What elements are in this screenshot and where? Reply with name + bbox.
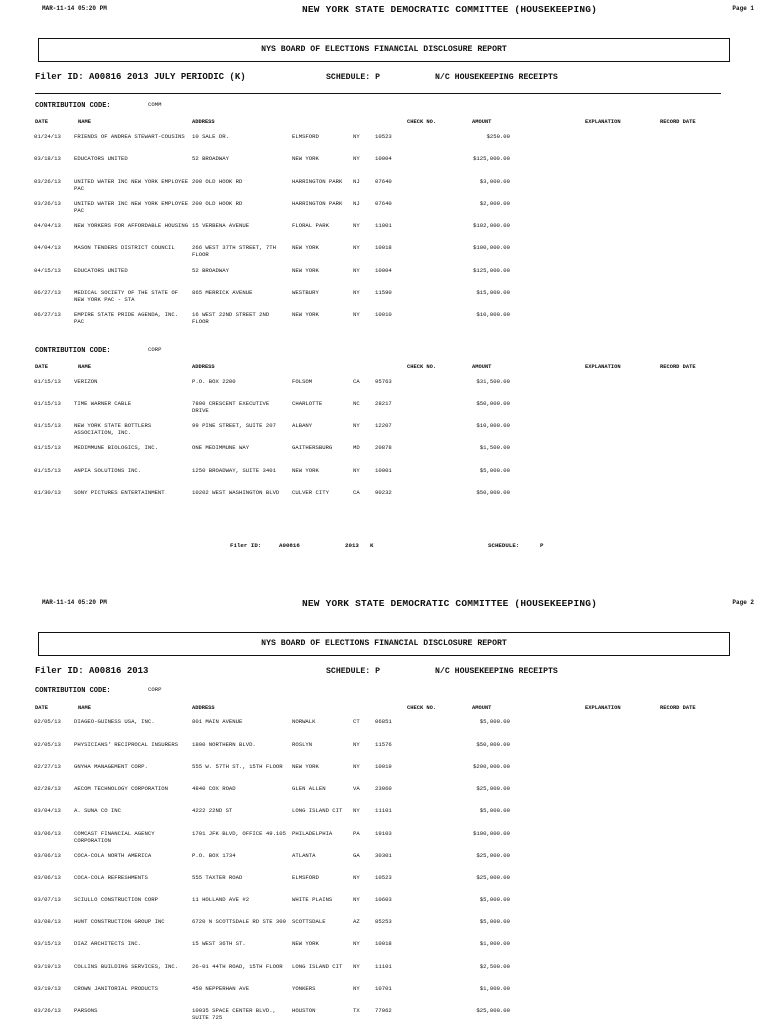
cell-name: MEDICAL SOCIETY OF THE STATE OF NEW YORK PAC - STA: [74, 289, 179, 303]
page-number: Page 2: [732, 599, 754, 606]
cell-city: WHITE PLAINS: [292, 896, 333, 903]
cell-name: PARSONS: [74, 1007, 98, 1014]
cell-date: 06/27/13: [34, 311, 61, 318]
page-header: [0, 4, 768, 16]
cell-city: CULVER CITY: [292, 489, 329, 496]
cell-amount: $31,500.00: [476, 378, 510, 385]
cell-address: 801 MAIN AVENUE: [192, 718, 243, 725]
cell-address: 26-01 44TH ROAD, 15TH FLOOR: [192, 963, 283, 970]
cell-name: DIAGEO-GUINESS USA, INC.: [74, 718, 155, 725]
cell-date: 03/18/13: [34, 155, 61, 162]
cell-name: COCA-COLA NORTH AMERICA: [74, 852, 152, 859]
col-record-date: RECORD DATE: [660, 364, 696, 370]
cell-address: 6720 N SCOTTSDALE RD STE 300: [192, 918, 286, 925]
cell-city: FLORAL PARK: [292, 222, 329, 229]
cell-date: 04/04/13: [34, 222, 61, 229]
cell-state: NY: [353, 289, 360, 296]
cell-zip: 85253: [375, 918, 392, 925]
cell-name: EMPIRE STATE PRIDE AGENDA, INC. PAC: [74, 311, 179, 325]
cell-amount: $125,000.00: [473, 155, 510, 162]
cell-name: TIME WARNER CABLE: [74, 400, 132, 407]
cell-address: 555 TAXTER ROAD: [192, 874, 243, 881]
cell-address: 15 VERBENA AVENUE: [192, 222, 250, 229]
cell-date: 01/15/13: [34, 467, 61, 474]
report-title-box: [38, 632, 730, 656]
cell-state: NY: [353, 244, 360, 251]
cell-zip: 10010: [375, 311, 392, 318]
col-date: DATE: [35, 705, 48, 711]
cell-address: 200 OLD HOOK RD: [192, 178, 243, 185]
cell-name: SONY PICTURES ENTERTAINMENT: [74, 489, 165, 496]
cell-city: FOLSOM: [292, 378, 313, 385]
cell-city: SCOTTSDALE: [292, 918, 326, 925]
report-page-2: [0, 594, 768, 1024]
cell-address: 865 MERRICK AVENUE: [192, 289, 253, 296]
cell-zip: 10018: [375, 244, 392, 251]
cell-amount: $1,000.00: [479, 940, 510, 947]
col-date: DATE: [35, 119, 48, 125]
cell-amount: $10,000.00: [476, 311, 510, 318]
cell-state: CT: [353, 718, 360, 725]
contribution-code-value: CORP: [148, 686, 162, 693]
cell-city: NEW YORK: [292, 311, 319, 318]
cell-amount: $15,000.00: [476, 289, 510, 296]
print-timestamp: MAR-11-14 05:20 PM: [42, 5, 107, 12]
cell-state: GA: [353, 852, 360, 859]
cell-city: HARRINGTON PARK: [292, 178, 343, 185]
cell-state: NY: [353, 896, 360, 903]
cell-amount: $250.00: [486, 133, 510, 140]
page-number: Page 1: [732, 5, 754, 12]
cell-amount: $5,000.00: [479, 918, 510, 925]
cell-zip: 11101: [375, 963, 392, 970]
cell-address: 52 BROADWAY: [192, 155, 229, 162]
cell-name: SCIULLO CONSTRUCTION CORP: [74, 896, 158, 903]
cell-zip: 06851: [375, 718, 392, 725]
cell-address: 200 OLD HOOK RD: [192, 200, 243, 207]
cell-city: WESTBURY: [292, 289, 319, 296]
cell-zip: 10603: [375, 896, 392, 903]
cell-address: ONE MEDIMMUNE WAY: [192, 444, 250, 451]
cell-city: CHARLOTTE: [292, 400, 323, 407]
committee-name: NEW YORK STATE DEMOCRATIC COMMITTEE (HOUSEKEEPING): [302, 4, 598, 15]
col-address: ADDRESS: [192, 705, 215, 711]
col-check-no: CHECK NO.: [407, 705, 437, 711]
cell-state: NJ: [353, 178, 360, 185]
cell-city: YONKERS: [292, 985, 316, 992]
cell-state: AZ: [353, 918, 360, 925]
cell-state: CA: [353, 378, 360, 385]
cell-date: 04/15/13: [34, 267, 61, 274]
cell-name: NEW YORK STATE BOTTLERS ASSOCIATION, INC.: [74, 422, 152, 436]
col-name: NAME: [78, 119, 91, 125]
schedule-label: SCHEDULE: P: [326, 73, 381, 82]
cell-amount: $5,000.00: [479, 467, 510, 474]
cell-address: 555 W. 57TH ST., 15TH FLOOR: [192, 763, 283, 770]
table-header: [0, 119, 768, 127]
cell-zip: 10701: [375, 985, 392, 992]
cell-zip: 10004: [375, 155, 392, 162]
cell-amount: $25,000.00: [476, 1007, 510, 1014]
cell-city: ALBANY: [292, 422, 313, 429]
cell-amount: $200,000.00: [473, 763, 510, 770]
cell-amount: $50,000.00: [476, 400, 510, 407]
cell-address: 15 WEST 36TH ST.: [192, 940, 246, 947]
cell-name: MASON TENDERS DISTRICT COUNCIL: [74, 244, 175, 251]
cell-zip: 23060: [375, 785, 392, 792]
cell-amount: $125,000.00: [473, 267, 510, 274]
cell-name: CROWN JANITORIAL PRODUCTS: [74, 985, 158, 992]
cell-city: NEW YORK: [292, 940, 319, 947]
cell-city: NEW YORK: [292, 267, 319, 274]
col-check-no: CHECK NO.: [407, 119, 437, 125]
contribution-code-value: CORP: [148, 346, 162, 353]
cell-date: 03/04/13: [34, 807, 61, 814]
cell-name: EDUCATORS UNITED: [74, 155, 128, 162]
cell-date: 03/07/13: [34, 896, 61, 903]
cell-state: NY: [353, 155, 360, 162]
footer-schedule: P: [540, 542, 544, 549]
cell-state: CA: [353, 489, 360, 496]
col-address: ADDRESS: [192, 364, 215, 370]
cell-amount: $2,000.00: [479, 200, 510, 207]
cell-name: NEW YORKERS FOR AFFORDABLE HOUSING: [74, 222, 189, 229]
footer-filer-id: A00816: [279, 542, 300, 549]
cell-state: NY: [353, 963, 360, 970]
cell-zip: 30301: [375, 852, 392, 859]
cell-date: 06/27/13: [34, 289, 61, 296]
cell-address: 1800 NORTHERN BLVD.: [192, 741, 256, 748]
cell-address: 10202 WEST WASHINGTON BLVD: [192, 489, 280, 496]
cell-zip: 11590: [375, 289, 392, 296]
cell-state: NY: [353, 222, 360, 229]
cell-zip: 10018: [375, 940, 392, 947]
cell-amount: $100,000.00: [473, 830, 510, 837]
cell-name: AECOM TECHNOLOGY CORPORATION: [74, 785, 168, 792]
cell-city: NEW YORK: [292, 244, 319, 251]
cell-address: 11 HOLLAND AVE #2: [192, 896, 250, 903]
cell-city: NORWALK: [292, 718, 316, 725]
filer-line: Filer ID: A00816 2013 JULY PERIODIC (K): [35, 72, 246, 82]
col-explanation: EXPLANATION: [585, 119, 621, 125]
cell-state: NY: [353, 267, 360, 274]
cell-zip: 11001: [375, 222, 392, 229]
cell-address: 99 PINE STREET, SUITE 207: [192, 422, 276, 429]
contribution-code-label: CONTRIBUTION CODE:: [35, 347, 111, 355]
filer-line: Filer ID: A00816 2013: [35, 666, 149, 676]
cell-date: 03/06/13: [34, 874, 61, 881]
cell-name: MEDIMMUNE BIOLOGICS, INC.: [74, 444, 158, 451]
cell-city: LONG ISLAND CIT: [292, 963, 343, 970]
cell-amount: $1,000.00: [479, 985, 510, 992]
cell-date: 03/06/13: [34, 852, 61, 859]
cell-date: 02/05/13: [34, 718, 61, 725]
cell-amount: $1,500.00: [479, 444, 510, 451]
col-record-date: RECORD DATE: [660, 705, 696, 711]
cell-state: NY: [353, 985, 360, 992]
cell-city: HARRINGTON PARK: [292, 200, 343, 207]
cell-name: ANPIA SOLUTIONS INC.: [74, 467, 142, 474]
page-header: [0, 598, 768, 610]
cell-city: LONG ISLAND CIT: [292, 807, 343, 814]
cell-date: 03/19/13: [34, 985, 61, 992]
cell-date: 03/26/13: [34, 200, 61, 207]
cell-date: 03/26/13: [34, 1007, 61, 1014]
cell-address: P.O. BOX 1734: [192, 852, 236, 859]
col-name: NAME: [78, 705, 91, 711]
committee-name: NEW YORK STATE DEMOCRATIC COMMITTEE (HOUSEKEEPING): [302, 598, 598, 609]
col-check-no: CHECK NO.: [407, 364, 437, 370]
cell-zip: 12207: [375, 422, 392, 429]
contribution-code-label: CONTRIBUTION CODE:: [35, 687, 111, 695]
cell-state: TX: [353, 1007, 360, 1014]
cell-state: NJ: [353, 200, 360, 207]
cell-zip: 11101: [375, 807, 392, 814]
cell-amount: $100,000.00: [473, 244, 510, 251]
report-title: NYS BOARD OF ELECTIONS FINANCIAL DISCLOSURE REPORT: [261, 639, 507, 648]
cell-state: NY: [353, 422, 360, 429]
contribution-code-value: COMM: [148, 101, 162, 108]
cell-zip: 19103: [375, 830, 392, 837]
cell-zip: 90232: [375, 489, 392, 496]
cell-zip: 10523: [375, 874, 392, 881]
cell-address: 1701 JFK BLVD, OFFICE 49.105: [192, 830, 286, 837]
cell-name: FRIENDS OF ANDREA STEWART-COUSINS: [74, 133, 185, 140]
cell-city: GAITHERSBURG: [292, 444, 333, 451]
cell-state: PA: [353, 830, 360, 837]
cell-date: 02/05/13: [34, 741, 61, 748]
cell-state: NY: [353, 763, 360, 770]
cell-address: 10 SALE DR.: [192, 133, 229, 140]
receipt-type: N/C HOUSEKEEPING RECEIPTS: [435, 667, 558, 676]
cell-date: 01/15/13: [34, 422, 61, 429]
cell-amount: $25,000.00: [476, 785, 510, 792]
footer-filer-label: Filer ID:: [230, 542, 262, 549]
col-address: ADDRESS: [192, 119, 215, 125]
col-record-date: RECORD DATE: [660, 119, 696, 125]
cell-name: UNITED WATER INC NEW YORK EMPLOYEE PAC: [74, 178, 189, 192]
cell-zip: 07640: [375, 200, 392, 207]
cell-address: 10035 SPACE CENTER BLVD., SUITE 725: [192, 1007, 276, 1021]
footer-period: K: [370, 542, 374, 549]
header-divider: [35, 93, 721, 94]
cell-city: ELMSFORD: [292, 133, 319, 140]
col-explanation: EXPLANATION: [585, 364, 621, 370]
cell-city: ATLANTA: [292, 852, 316, 859]
col-explanation: EXPLANATION: [585, 705, 621, 711]
cell-amount: $2,500.00: [479, 963, 510, 970]
cell-state: VA: [353, 785, 360, 792]
cell-state: NY: [353, 467, 360, 474]
cell-state: NY: [353, 940, 360, 947]
cell-address: 4222 22ND ST: [192, 807, 233, 814]
cell-address: P.O. BOX 2200: [192, 378, 236, 385]
cell-name: COMCAST FINANCIAL AGENCY CORPORATION: [74, 830, 155, 844]
cell-state: NY: [353, 807, 360, 814]
cell-city: NEW YORK: [292, 155, 319, 162]
cell-name: EDUCATORS UNITED: [74, 267, 128, 274]
footer-schedule-label: SCHEDULE:: [488, 542, 520, 549]
cell-date: 03/19/13: [34, 963, 61, 970]
cell-address: 450 NEPPERHAN AVE: [192, 985, 250, 992]
cell-date: 01/30/13: [34, 489, 61, 496]
cell-amount: $10,000.00: [476, 422, 510, 429]
cell-city: HOUSTON: [292, 1007, 316, 1014]
cell-name: A. SUNA CO INC: [74, 807, 121, 814]
col-amount: AMOUNT: [472, 119, 492, 125]
cell-zip: 77062: [375, 1007, 392, 1014]
cell-address: 52 BROADWAY: [192, 267, 229, 274]
table-header: [0, 364, 768, 372]
cell-name: GNYHA MANAGEMENT CORP.: [74, 763, 148, 770]
contribution-code-label: CONTRIBUTION CODE:: [35, 102, 111, 110]
table-header: [0, 705, 768, 713]
cell-state: NY: [353, 874, 360, 881]
cell-city: ROSLYN: [292, 741, 313, 748]
cell-zip: 10004: [375, 267, 392, 274]
cell-state: NY: [353, 311, 360, 318]
cell-address: 16 WEST 22ND STREET 2ND FLOOR: [192, 311, 270, 325]
cell-date: 01/15/13: [34, 444, 61, 451]
report-title: NYS BOARD OF ELECTIONS FINANCIAL DISCLOSURE REPORT: [261, 45, 507, 54]
cell-city: PHILADELPHIA: [292, 830, 333, 837]
cell-state: MD: [353, 444, 360, 451]
cell-state: NY: [353, 741, 360, 748]
col-name: NAME: [78, 364, 91, 370]
cell-zip: 10523: [375, 133, 392, 140]
col-amount: AMOUNT: [472, 364, 492, 370]
cell-date: 01/15/13: [34, 400, 61, 407]
cell-name: DIAZ ARCHITECTS INC.: [74, 940, 142, 947]
cell-zip: 07640: [375, 178, 392, 185]
cell-state: NY: [353, 133, 360, 140]
footer-year: 2013: [345, 542, 359, 549]
cell-address: 266 WEST 37TH STREET, 7TH FLOOR: [192, 244, 276, 258]
cell-name: COCA-COLA REFRESHMENTS: [74, 874, 148, 881]
cell-name: UNITED WATER INC NEW YORK EMPLOYEE PAC: [74, 200, 189, 214]
print-timestamp: MAR-11-14 05:20 PM: [42, 599, 107, 606]
cell-amount: $50,000.00: [476, 741, 510, 748]
cell-date: 04/04/13: [34, 244, 61, 251]
report-title-box: [38, 38, 730, 62]
cell-amount: $3,000.00: [479, 178, 510, 185]
cell-zip: 20878: [375, 444, 392, 451]
cell-name: HUNT CONSTRUCTION GROUP INC: [74, 918, 165, 925]
cell-amount: $102,000.00: [473, 222, 510, 229]
cell-date: 01/15/13: [34, 378, 61, 385]
col-amount: AMOUNT: [472, 705, 492, 711]
cell-zip: 11576: [375, 741, 392, 748]
cell-date: 03/15/13: [34, 940, 61, 947]
cell-address: 1250 BROADWAY, SUITE 3401: [192, 467, 276, 474]
receipt-type: N/C HOUSEKEEPING RECEIPTS: [435, 73, 558, 82]
cell-zip: 10001: [375, 467, 392, 474]
cell-date: 02/27/13: [34, 763, 61, 770]
cell-city: NEW YORK: [292, 763, 319, 770]
cell-name: PHYSICIANS' RECIPROCAL INSURERS: [74, 741, 179, 748]
cell-date: 02/28/13: [34, 785, 61, 792]
cell-city: ELMSFORD: [292, 874, 319, 881]
cell-amount: $5,000.00: [479, 807, 510, 814]
cell-date: 01/24/13: [34, 133, 61, 140]
cell-state: NC: [353, 400, 360, 407]
cell-name: VERIZON: [74, 378, 98, 385]
cell-amount: $5,000.00: [479, 718, 510, 725]
cell-amount: $25,000.00: [476, 852, 510, 859]
cell-address: 7800 CRESCENT EXECUTIVE DRIVE: [192, 400, 270, 414]
cell-date: 03/26/13: [34, 178, 61, 185]
cell-name: COLLINS BUILDING SERVICES, INC.: [74, 963, 179, 970]
cell-city: NEW YORK: [292, 467, 319, 474]
cell-amount: $25,000.00: [476, 874, 510, 881]
cell-zip: 28217: [375, 400, 392, 407]
cell-zip: 10019: [375, 763, 392, 770]
col-date: DATE: [35, 364, 48, 370]
cell-zip: 95763: [375, 378, 392, 385]
cell-date: 03/08/13: [34, 918, 61, 925]
cell-city: GLEN ALLEN: [292, 785, 326, 792]
cell-date: 03/06/13: [34, 830, 61, 837]
schedule-label: SCHEDULE: P: [326, 667, 381, 676]
cell-address: 4840 COX ROAD: [192, 785, 236, 792]
cell-amount: $50,000.00: [476, 489, 510, 496]
cell-amount: $5,000.00: [479, 896, 510, 903]
